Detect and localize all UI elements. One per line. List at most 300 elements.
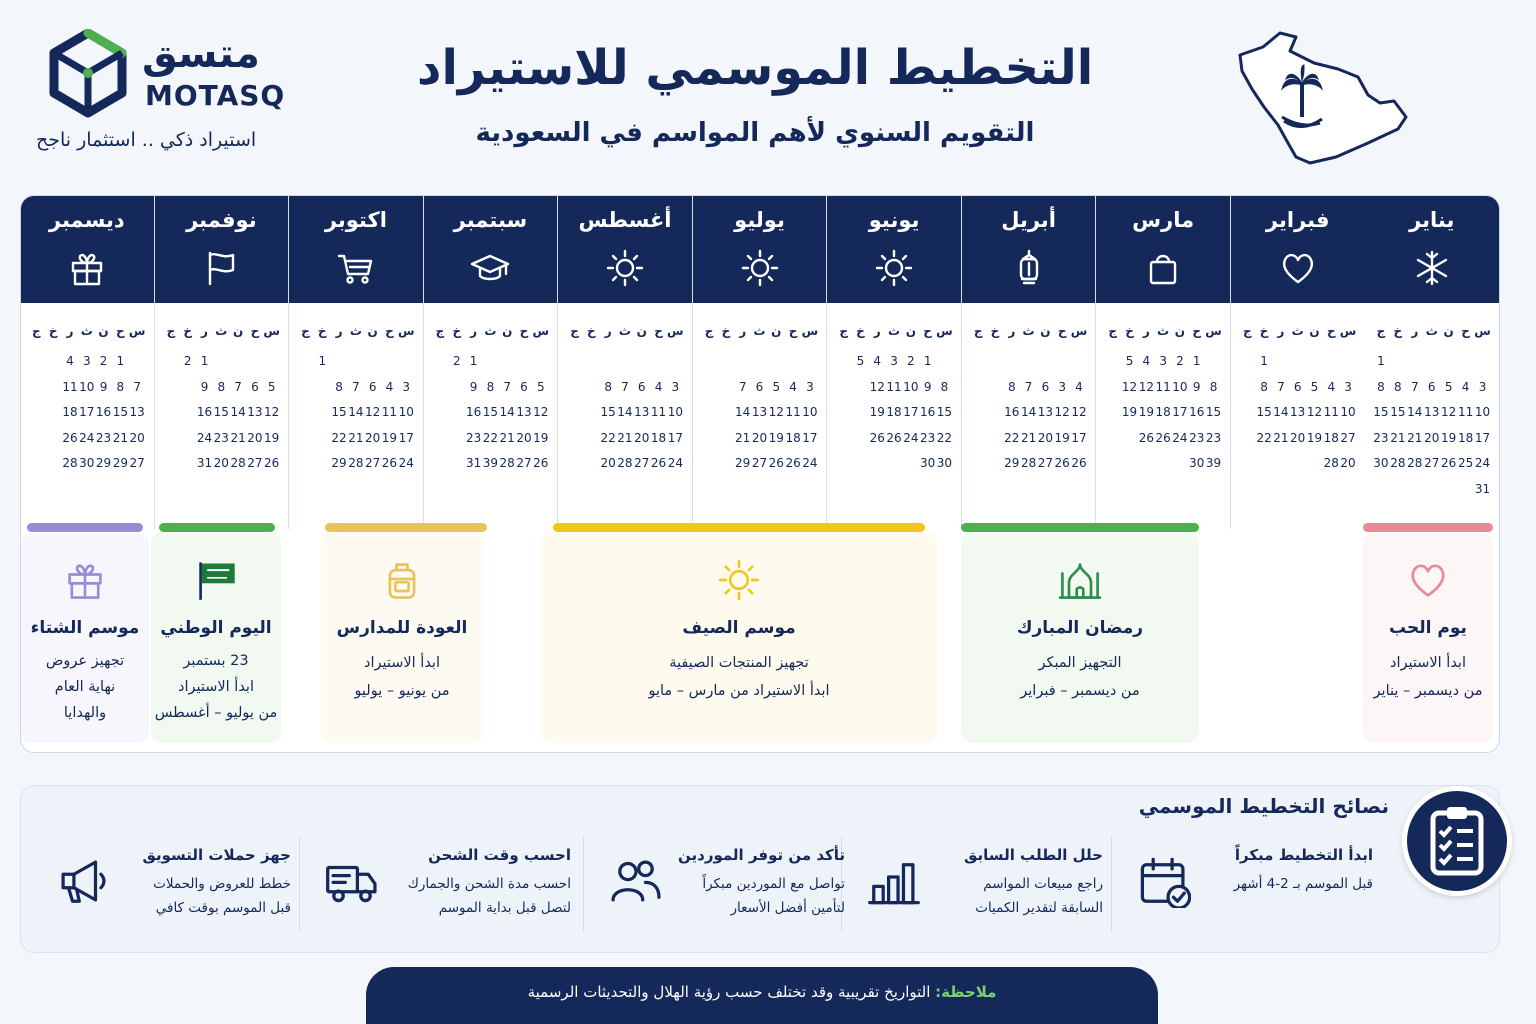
month-column <box>961 196 1096 529</box>
day-cell <box>448 456 465 470</box>
day-cell: 24 <box>802 456 818 470</box>
day-cell: 4 <box>66 354 74 368</box>
day-cell: 13 <box>634 405 650 419</box>
day-cell: 28 <box>348 456 364 470</box>
weekday-label: ح <box>788 324 798 338</box>
day-cell: 20 <box>516 430 532 445</box>
day-cell <box>163 354 180 368</box>
season-detail: التجهيز المبكر <box>1038 655 1122 671</box>
day-cell <box>583 380 600 394</box>
day-cell <box>163 431 180 445</box>
weekday-label: خ <box>990 324 1000 338</box>
season-icon-wrap <box>380 558 424 602</box>
day-cell: 12 <box>869 379 885 394</box>
weekday-label: س <box>1070 324 1088 338</box>
day-cell: 20 <box>129 430 145 445</box>
day-cell <box>297 354 314 368</box>
season-period-bar <box>325 523 487 532</box>
day-cell <box>987 431 1004 445</box>
season-detail: ابدأ الاستيراد <box>1390 655 1466 671</box>
day-cell: 12 <box>365 405 381 419</box>
week-row <box>1239 380 1357 394</box>
season-icon-wrap <box>1058 558 1102 602</box>
weekday-label: ج <box>1376 324 1386 338</box>
day-cell: 29 <box>95 456 112 470</box>
day-cell: 13 <box>1290 405 1306 419</box>
tip-detail: السابقة لتقدير الكميات <box>975 900 1103 916</box>
day-cell <box>179 456 196 470</box>
month-column <box>288 196 423 529</box>
day-cell <box>1423 354 1440 368</box>
day-cell: 11 <box>62 379 78 394</box>
weekday-header <box>1239 324 1357 338</box>
day-cell: 22 <box>1004 430 1020 445</box>
weekday-label: خ <box>48 324 58 338</box>
day-cell <box>1389 354 1406 368</box>
tip-detail: راجع مبيعات المواسم <box>983 876 1103 892</box>
tip-separator <box>583 836 584 932</box>
season-title: موسم الصيف <box>682 618 796 638</box>
day-cell: 17 <box>1474 430 1491 445</box>
day-cell <box>1272 456 1289 470</box>
day-cell: 27 <box>1340 430 1356 445</box>
day-cell <box>28 456 45 470</box>
day-cell: 4 <box>654 379 663 394</box>
day-cell <box>718 431 735 445</box>
week-row <box>701 405 819 419</box>
day-cell <box>701 431 718 445</box>
week-row <box>701 456 819 470</box>
day-cell: 26 <box>650 456 667 470</box>
month-name: فبراير <box>1265 208 1330 232</box>
day-cell: 1 <box>1192 354 1201 368</box>
season-detail: من يوليو – أغسطس <box>154 705 278 721</box>
day-cell <box>532 354 549 368</box>
day-cell <box>1289 456 1306 470</box>
day-cell: 18 <box>1155 405 1171 419</box>
season-detail: والهدايا <box>63 705 107 721</box>
day-cell: 5 <box>1310 379 1319 394</box>
season-period-bar <box>553 523 925 532</box>
day-cell: 8 <box>940 379 949 394</box>
day-cell <box>970 456 987 470</box>
weekday-label: ج <box>839 324 848 338</box>
day-cell: 26 <box>869 430 885 445</box>
weekday-label: ح <box>1057 324 1067 338</box>
tip-detail: قبل الموسم بـ 2-4 أشهر <box>1233 876 1373 892</box>
weekday-header <box>566 324 684 338</box>
day-cell: 19 <box>381 430 398 445</box>
day-cell: 12 <box>1306 405 1323 419</box>
day-cell: 8 <box>1377 379 1385 394</box>
tips-title: نصائح التخطيط الموسمي <box>1138 794 1389 818</box>
week-row <box>701 380 819 394</box>
day-cell <box>835 354 852 368</box>
day-cell: 9 <box>469 379 478 394</box>
day-cell <box>835 456 852 470</box>
day-cell: 31 <box>1474 481 1491 496</box>
brand-arabic-name: متسق <box>142 31 260 77</box>
day-cell: 4 <box>1327 379 1336 394</box>
day-cell <box>970 431 987 445</box>
day-cell: 27 <box>516 456 532 470</box>
day-cell: 31 <box>465 456 482 470</box>
weekday-label: ث <box>484 324 497 338</box>
weekday-label: ح <box>116 324 125 338</box>
weekday-label: س <box>128 324 146 338</box>
day-cell <box>163 405 180 419</box>
day-cell: 11 <box>886 379 902 394</box>
footer-note <box>366 967 1158 1024</box>
day-cell <box>1289 354 1306 368</box>
day-cell <box>179 431 196 445</box>
tip-icon-wrap <box>321 854 379 912</box>
season-period-bar <box>961 523 1199 532</box>
sun-icon <box>874 248 914 288</box>
weekday-label: ر <box>470 324 478 338</box>
season-card <box>21 533 149 743</box>
snowflake-icon <box>1412 248 1452 288</box>
season-period-bar <box>159 523 275 532</box>
weekday-label: ر <box>66 324 74 338</box>
day-cell: 3 <box>1344 379 1352 394</box>
day-cell: 24 <box>903 430 919 445</box>
day-cell: 22 <box>600 430 616 445</box>
day-cell: 8 <box>1209 379 1218 394</box>
month-icon-wrap <box>470 248 510 288</box>
day-cell <box>1104 456 1121 470</box>
week-row <box>1104 405 1222 419</box>
day-cell <box>297 405 314 419</box>
day-cell: 6 <box>755 379 764 394</box>
day-cell: 12 <box>1121 379 1138 394</box>
weekday-label: خ <box>1259 324 1269 338</box>
day-cell: 19 <box>1138 405 1154 419</box>
day-cell <box>45 431 62 445</box>
day-cell: 13 <box>1037 405 1054 419</box>
day-cell: 8 <box>217 379 226 394</box>
day-cell <box>448 380 465 394</box>
weekday-label: ج <box>704 324 714 338</box>
weekday-label: ث <box>1022 324 1035 338</box>
week-row <box>1372 380 1491 394</box>
tip-item <box>605 834 845 934</box>
week-row <box>163 456 281 470</box>
megaphone-icon <box>55 854 109 908</box>
season-detail: نهاية العام <box>54 679 116 695</box>
brand-logo <box>30 25 290 160</box>
week-row <box>432 405 550 419</box>
month-column <box>423 196 558 529</box>
day-cell <box>566 431 583 445</box>
day-cell: 13 <box>751 405 768 419</box>
day-cell: 30 <box>919 456 936 470</box>
day-cell: 8 <box>486 379 495 394</box>
day-cell <box>869 456 886 470</box>
day-cell: 27 <box>247 456 263 470</box>
day-cell: 7 <box>1024 379 1033 394</box>
week-row <box>835 431 953 445</box>
day-cell: 26 <box>886 430 902 445</box>
day-cell <box>1239 456 1256 470</box>
day-cell <box>499 354 516 368</box>
day-cell: 2 <box>452 354 461 368</box>
day-cell: 18 <box>886 405 902 419</box>
day-cell: 23 <box>95 430 112 445</box>
day-cell: 1 <box>116 354 125 368</box>
day-cell <box>1457 354 1474 368</box>
day-cell: 2 <box>1176 354 1184 368</box>
day-cell: 20 <box>600 456 616 470</box>
bar-chart-icon <box>867 854 921 908</box>
week-row <box>1104 380 1222 394</box>
day-cell: 28 <box>499 456 515 470</box>
tip-separator <box>1111 836 1112 932</box>
day-cell: 11 <box>381 405 398 419</box>
week-row <box>432 456 550 470</box>
day-cell: 7 <box>234 379 242 394</box>
day-cell: 2 <box>907 354 915 368</box>
week-row <box>970 456 1088 470</box>
day-cell <box>718 405 735 419</box>
weekday-label: ح <box>654 324 663 338</box>
month-name: سبتمبر <box>453 208 528 232</box>
day-cell <box>516 354 533 368</box>
season-detail: 23 بستمبر <box>183 653 249 669</box>
tip-detail: قبل الموسم بوقت كافي <box>155 900 291 916</box>
day-cell <box>45 380 62 394</box>
season-detail: تجهيز المنتجات الصيفية <box>669 655 809 671</box>
gift-icon <box>63 558 107 602</box>
day-cell: 28 <box>1020 456 1037 470</box>
day-cell <box>835 405 852 419</box>
month-column <box>1364 196 1499 529</box>
week-row <box>1372 405 1491 419</box>
day-cell <box>1340 354 1357 368</box>
season-card <box>151 533 281 743</box>
day-cell <box>1239 380 1256 394</box>
day-cell <box>1138 456 1155 470</box>
day-cell: 8 <box>1394 379 1402 394</box>
weekday-label: ر <box>873 324 881 338</box>
day-cell: 24 <box>1474 456 1491 470</box>
day-cell <box>566 456 583 470</box>
day-cell <box>1104 380 1121 394</box>
day-cell: 23 <box>213 430 229 445</box>
tip-detail: خطط للعروض والحملات <box>153 876 291 892</box>
day-cell: 10 <box>1474 405 1491 419</box>
day-cell: 18 <box>1457 430 1474 445</box>
day-cell: 3 <box>402 379 411 394</box>
lantern-icon <box>1009 248 1049 288</box>
week-row <box>701 431 819 445</box>
day-cell: 28 <box>62 456 78 470</box>
day-cell: 18 <box>785 430 801 445</box>
day-cell: 14 <box>348 405 364 419</box>
weekday-label: ث <box>1157 324 1170 338</box>
weekday-label: س <box>801 324 819 338</box>
day-cell <box>1423 482 1440 496</box>
month-column <box>557 196 692 529</box>
month-column <box>154 196 289 529</box>
day-cell: 20 <box>634 430 650 445</box>
weekday-label: ج <box>435 324 445 338</box>
weekday-header <box>163 324 281 338</box>
day-cell: 14 <box>230 405 246 419</box>
week-row <box>566 405 684 419</box>
weekday-label: ر <box>739 324 747 338</box>
day-cell <box>701 405 718 419</box>
season-title: رمضان المبارك <box>1016 618 1144 638</box>
day-cell: 7 <box>1277 379 1285 394</box>
day-cell: 6 <box>1041 379 1050 394</box>
day-cell <box>886 456 903 470</box>
day-cell: 2 <box>183 354 192 368</box>
weekday-label: ن <box>502 324 513 338</box>
day-cell: 22 <box>331 430 347 445</box>
weekday-label: ن <box>98 324 109 338</box>
day-cell: 29 <box>735 456 751 470</box>
week-row <box>297 380 415 394</box>
weekday-label: ث <box>1425 324 1438 338</box>
day-cell <box>1239 405 1256 419</box>
day-cell: 8 <box>1007 379 1016 394</box>
day-cell: 18 <box>62 405 78 419</box>
month-name: اكتوبر <box>324 208 387 232</box>
day-cell: 30 <box>79 456 95 470</box>
day-cell: 29 <box>1004 456 1020 470</box>
day-cell: 23 <box>465 430 482 445</box>
season-title: العودة للمدارس <box>336 618 468 638</box>
day-cell: 7 <box>738 379 747 394</box>
day-cell: 15 <box>331 405 347 419</box>
weekday-label: ر <box>335 324 343 338</box>
weekday-label: ر <box>1008 324 1016 338</box>
week-row <box>1239 431 1357 445</box>
day-cell: 21 <box>1273 430 1289 445</box>
day-cell <box>432 456 449 470</box>
day-cell <box>381 354 398 368</box>
day-cell: 14 <box>1273 405 1289 419</box>
weekday-label: ث <box>888 324 901 338</box>
day-cell: 5 <box>536 379 545 394</box>
day-cell <box>432 431 449 445</box>
weekday-label: ن <box>1040 324 1051 338</box>
week-row <box>566 431 684 445</box>
day-cell <box>1306 354 1323 368</box>
weekday-label: ج <box>32 324 41 338</box>
tip-icon-wrap <box>1133 854 1191 912</box>
day-cell: 24 <box>79 430 95 445</box>
day-cell: 26 <box>533 456 549 470</box>
day-cell: 11 <box>1457 405 1474 419</box>
day-cell: 20 <box>365 430 381 445</box>
day-cell: 12 <box>1441 405 1457 419</box>
day-cell: 4 <box>1142 354 1151 368</box>
day-cell: 15 <box>600 405 616 419</box>
day-cell: 19 <box>768 430 784 445</box>
day-cell: 12 <box>1054 405 1070 419</box>
day-cell <box>247 354 264 368</box>
tip-title: تأكد من توفر الموردين <box>678 846 845 864</box>
day-cell <box>718 380 735 394</box>
weekday-label: س <box>1474 324 1491 338</box>
weekday-label: ج <box>973 324 983 338</box>
week-row <box>297 431 415 445</box>
weekday-header <box>970 324 1088 338</box>
day-cell: 10 <box>79 379 95 394</box>
weekday-label: س <box>936 324 953 338</box>
day-cell: 10 <box>903 379 919 394</box>
weekday-label: س <box>667 324 684 338</box>
day-cell: 14 <box>617 405 633 419</box>
day-cell <box>852 380 869 394</box>
day-cell <box>398 354 415 368</box>
day-cell: 8 <box>116 379 125 394</box>
day-cell <box>1104 405 1121 419</box>
day-cell <box>179 405 196 419</box>
day-cell: 16 <box>1004 405 1020 419</box>
day-cell <box>583 456 600 470</box>
weekday-label: س <box>263 324 280 338</box>
day-cell: 25 <box>1457 456 1474 470</box>
weekday-label: خ <box>721 324 731 338</box>
heart-icon <box>1278 248 1318 288</box>
weekday-label: ج <box>570 324 579 338</box>
sun-icon <box>717 558 761 602</box>
day-cell <box>1172 456 1189 470</box>
day-cell: 4 <box>789 379 797 394</box>
day-cell <box>163 380 180 394</box>
day-cell <box>482 354 499 368</box>
flag-icon <box>201 248 241 288</box>
season-card <box>541 533 937 743</box>
day-cell: 26 <box>264 456 280 470</box>
day-cell <box>28 354 45 368</box>
day-cell: 17 <box>903 405 919 419</box>
weekday-label: ح <box>1461 324 1470 338</box>
month-column <box>826 196 961 529</box>
weekday-label: ن <box>905 324 916 338</box>
day-cell: 16 <box>919 405 936 419</box>
week-row <box>28 456 146 470</box>
day-cell <box>1406 482 1423 496</box>
day-cell: 27 <box>365 456 381 470</box>
day-cell: 11 <box>1323 405 1339 419</box>
month-name: أغسطس <box>578 208 672 232</box>
day-cell <box>1389 482 1406 496</box>
day-cell: 2 <box>99 354 108 368</box>
day-cell: 22 <box>482 430 499 445</box>
day-cell: 9 <box>200 379 209 394</box>
day-cell <box>263 354 280 368</box>
day-cell: 21 <box>1407 430 1423 445</box>
weekday-label: خ <box>452 324 462 338</box>
day-cell <box>432 380 449 394</box>
day-cell <box>1406 354 1423 368</box>
day-cell: 31 <box>196 456 213 470</box>
weekday-label: ث <box>618 324 631 338</box>
day-cell: 28 <box>1390 456 1406 470</box>
day-cell: 5 <box>267 379 276 394</box>
weekday-label: ح <box>519 324 529 338</box>
month-icon-wrap <box>605 248 645 288</box>
month-icon-wrap <box>336 248 376 288</box>
day-cell <box>314 431 331 445</box>
day-cell: 6 <box>637 379 646 394</box>
weekday-label: س <box>397 324 415 338</box>
week-row <box>1239 354 1357 368</box>
